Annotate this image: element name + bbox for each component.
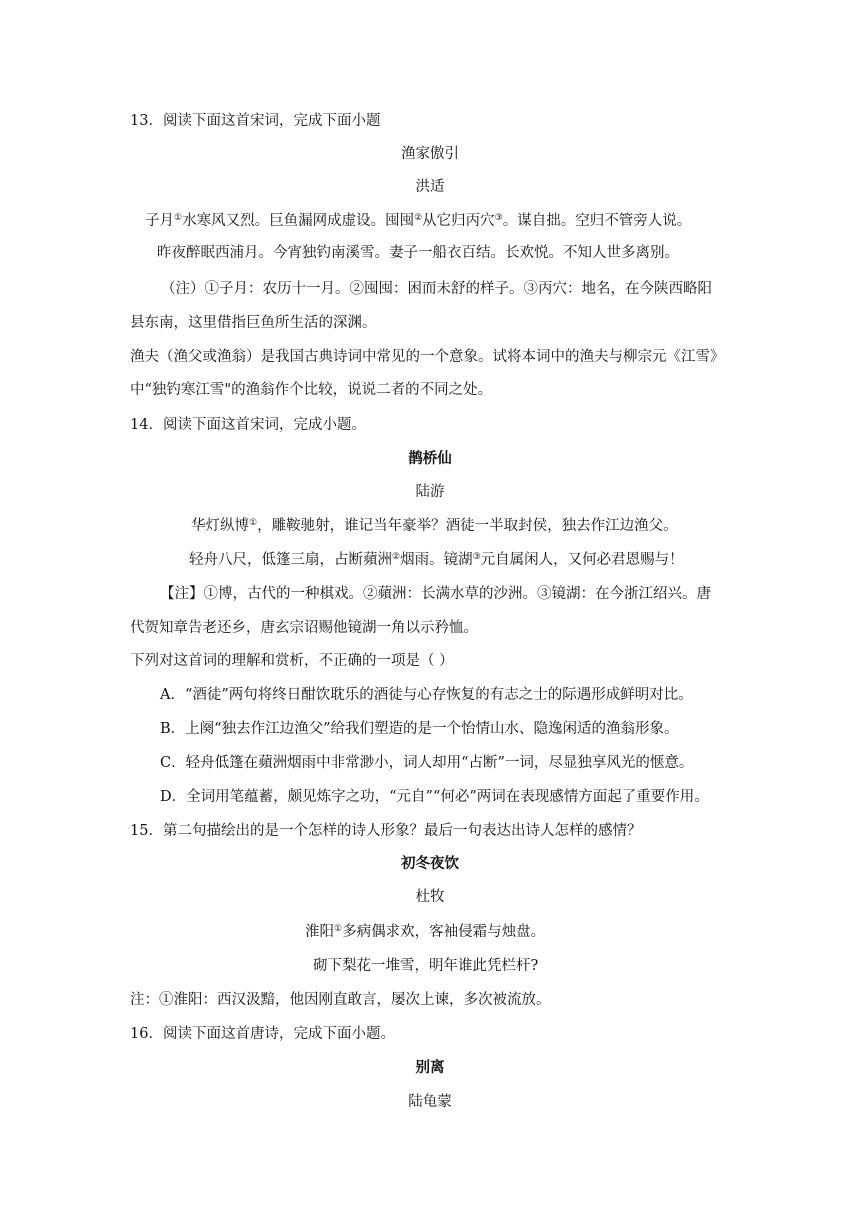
- q13-author: 洪适: [415, 179, 445, 195]
- q13-question-line-2: 中“独钓寒江雪"的渔翁作个比较，说说二者的不同之处。: [130, 382, 493, 398]
- footnote-marker: ①: [174, 213, 183, 223]
- q14-note-line-2: 代贺知章告老还乡，唐玄宗诏赐他镜湖一角以示矜恤。: [130, 620, 478, 636]
- footnote-marker: ①: [334, 924, 343, 934]
- q13-note-line-1: （注）①子月：农历十一月。②囤囤：困而未舒的样子。③丙穴：地名，在今陕西略阳: [161, 281, 712, 297]
- q15-poem-line-2: 砌下梨花一堆雪，明年谁此凭栏杆?: [313, 958, 539, 974]
- q15-heading: 15．第二句描绘出的是一个怎样的诗人形象？最后一句表达出诗人怎样的感情？: [130, 823, 642, 839]
- q13-poem-title: 渔家傲引: [401, 146, 459, 162]
- q15-poem-line-1: 淮阳①多病偶求欢，客袖侵霜与烛盘。: [305, 924, 546, 940]
- q15-note: 注：①淮阳：西汉汲黯，他因刚直敢言，屡次上谏，多次被流放。: [130, 992, 551, 1008]
- q14-poem-title: 鹊桥仙: [408, 450, 452, 467]
- q14-note-line-1: 【注】①博，古代的一种棋戏。②蘋洲：长满水草的沙洲。③镜湖：在今浙江绍兴。唐: [160, 586, 711, 602]
- q16-heading: 16．阅读下面这首唐诗，完成下面小题。: [130, 1026, 395, 1042]
- q14-author: 陆游: [415, 484, 445, 500]
- footnote-marker: ①: [249, 518, 258, 528]
- q14-poem-line-2: 轻舟八尺，低篷三扇，占断蘋洲②烟雨。镜湖③元自属闲人，又何必君恩赐与！: [189, 552, 684, 568]
- q14-poem-line-1: 华灯纵博①，雕鞍驰射，谁记当年豪举？酒徒一半取封侯，独去作江边渔父。: [191, 518, 678, 534]
- q14-option-d: D．全词用笔蕴蓄，颇见炼字之功，“元自”“何必”两词在表现感情方面起了重要作用。: [160, 789, 709, 805]
- q15-poem-title: 初冬夜饮: [401, 855, 459, 872]
- q13-heading: 13．阅读下面这首宋词，完成下面小题: [130, 113, 381, 129]
- q14-option-a: A．“酒徒”两句将终日酣饮耽乐的酒徒与心存恢复的有志之士的际遇形成鲜明对比。: [160, 687, 693, 703]
- q14-question: 下列对这首词的理解和赏析，不正确的一项是（ ）: [130, 653, 454, 669]
- q14-option-c: C．轻舟低篷在蘋洲烟雨中非常渺小，词人却用“占断”一词，尽显独享风光的惬意。: [160, 755, 694, 771]
- q14-heading: 14．阅读下面这首宋词，完成小题。: [130, 417, 366, 433]
- footnote-marker: ③: [472, 552, 481, 562]
- footnote-marker: ②: [414, 213, 423, 223]
- q15-author: 杜牧: [415, 889, 445, 905]
- q13-poem-line-2: 昨夜醉眠西浦月。今宵独钓南溪雪。妻子一船衣百结。长欢悦。不知人世多离别。: [157, 245, 679, 261]
- q13-question-line-1: 渔夫（渔父或渔翁）是我国古典诗词中常见的一个意象。试将本词中的渔夫与柳宗元《江雪》: [130, 349, 725, 365]
- q16-poem-title: 别离: [415, 1059, 445, 1076]
- q14-option-b: B．上阕“独去作江边渔父”给我们塑造的是一个怡情山水、隐逸闲适的渔翁形象。: [160, 721, 679, 737]
- q13-poem-line-1: 子月①水寒风又烈。巨鱼漏网成虚设。囤囤②从它归丙穴③。谋自拙。空归不管旁人说。: [145, 213, 692, 229]
- q16-author: 陆龟蒙: [408, 1094, 452, 1110]
- q13-note-line-2: 县东南，这里借指巨鱼所生活的深渊。: [130, 315, 377, 331]
- footnote-marker: ③: [494, 213, 503, 223]
- footnote-marker: ②: [392, 552, 401, 562]
